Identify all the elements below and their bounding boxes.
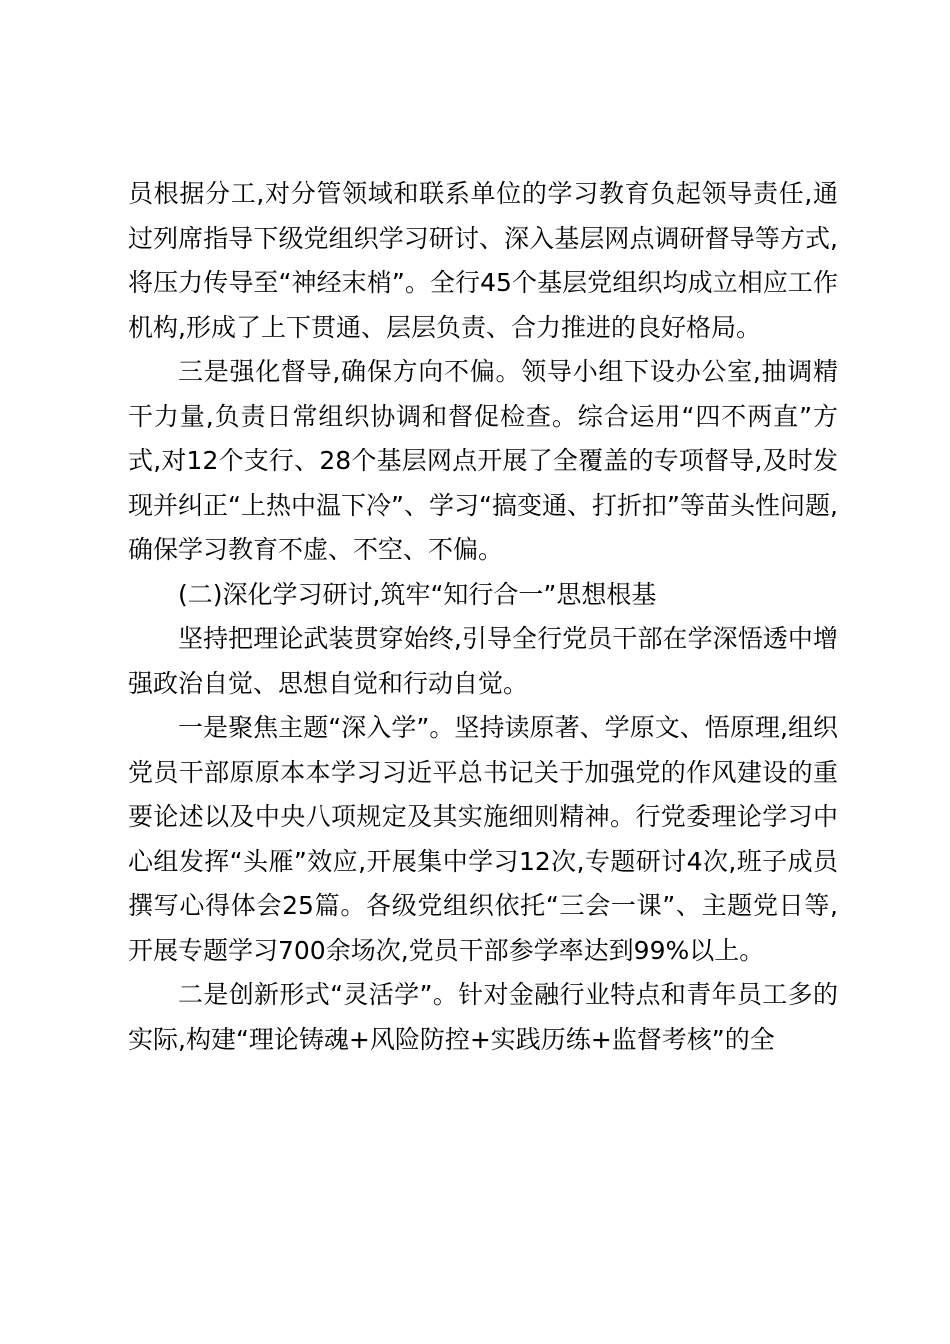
paragraph-in-depth-study: 一是聚焦主题“深入学”。坚持读原著、学原文、悟原理,组织党员干部原原本本学习习近平总书记关于加强党的作风建设的重要论述以及中央八项规定及其实施细则精神。行党委理论学习中心组发挥“头雁”效应,开展集中学习12次,专题研讨4次,班子成员撰写心得体会25篇。各级党组织依托“三会一课”、主题党日等,开展专题学习700余场次,党员干部参学率达到99%以上。 bbox=[128, 713, 838, 965]
document-body bbox=[128, 172, 838, 1062]
section-heading: (二)深化学习研讨,筑牢“知行合一”思想根基 bbox=[178, 579, 657, 609]
paragraph-continuation: 员根据分工,对分管领域和联系单位的学习教育负起领导责任,通过列席指导下级党组织学习研讨、深入基层网点调研督导等方式,将压力传导至“神经末梢”。全行45个基层党组织均成立相应工作机构,形成了上下贯通、层层负责、合力推进的良好格局。 bbox=[128, 179, 838, 342]
paragraph-section-intro: 坚持把理论武装贯穿始终,引导全行党员干部在学深悟透中增强政治自觉、思想自觉和行动自觉。 bbox=[128, 624, 838, 698]
paragraph-supervision: 三是强化督导,确保方向不偏。领导小组下设办公室,抽调精干力量,负责日常组织协调和督促检查。综合运用“四不两直”方式,对12个支行、28个基层网点开展了全覆盖的专项督导,及时发现并纠正“上热中温下冷”、学习“搞变通、打折扣”等苗头性问题,确保学习教育不虚、不空、不偏。 bbox=[128, 357, 838, 564]
paragraph-flexible-study: 二是创新形式“灵活学”。针对金融行业特点和青年员工多的实际,构建“理论铸魂+风险防控+实践历练+监督考核”的全 bbox=[128, 980, 838, 1054]
